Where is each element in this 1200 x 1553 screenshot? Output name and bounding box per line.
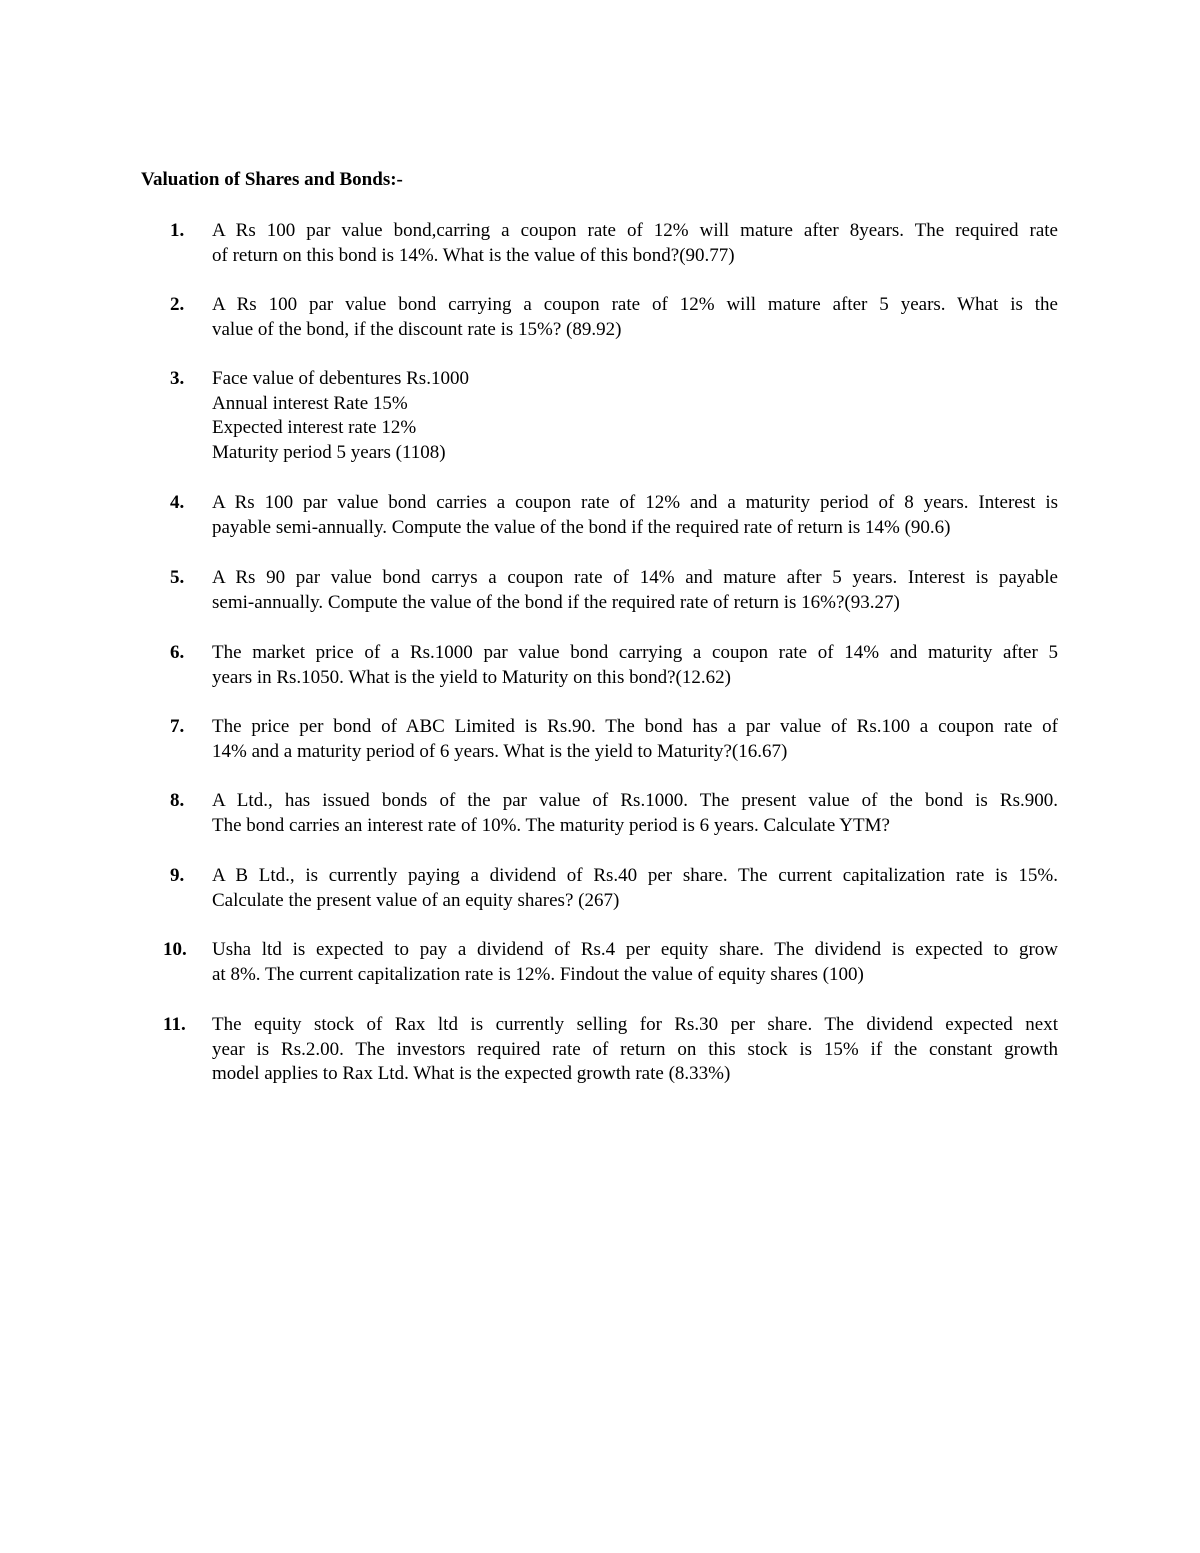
question-text (212, 293, 1058, 342)
question-number: 11. (163, 1014, 186, 1035)
question-line: Face value of debentures Rs.1000 (212, 368, 469, 389)
question-text (212, 715, 1058, 764)
question-text (212, 1013, 1058, 1087)
question-text (212, 491, 1058, 540)
question-text (212, 938, 1058, 987)
question-line: A Rs 90 par value bond carrys a coupon rate of 14% and mature after 5 years. Interest is payable (212, 567, 1058, 588)
question-number: 9. (170, 865, 185, 886)
question-line: Annual interest Rate 15% (212, 392, 408, 414)
question-line: at 8%. The current capitalization rate is 12%. Findout the value of equity shares (100) (212, 963, 864, 985)
question-line: A Rs 100 par value bond,carring a coupon rate of 12% will mature after 8years. The required rate (212, 220, 1058, 241)
question-line: A Rs 100 par value bond carries a coupon rate of 12% and a maturity period of 8 years. Interest is (212, 492, 1058, 513)
question-line: Calculate the present value of an equity shares? (267) (212, 889, 620, 911)
question-line: of return on this bond is 14%. What is the value of this bond?(90.77) (212, 244, 735, 266)
question-line: payable semi-annually. Compute the value of the bond if the required rate of return is 14% (90.6) (212, 516, 951, 538)
question-line: 14% and a maturity period of 6 years. What is the yield to Maturity?(16.67) (212, 740, 788, 762)
question-number: 6. (170, 642, 185, 663)
question-line: A B Ltd., is currently paying a dividend of Rs.40 per share. The current capitalization rate is 15%. (212, 865, 1058, 886)
question-line: semi-annually. Compute the value of the bond if the required rate of return is 16%?(93.27) (212, 591, 900, 613)
question-number: 1. (170, 220, 185, 241)
page-title: Valuation of Shares and Bonds:- (141, 169, 403, 190)
question-line: year is Rs.2.00. The investors required rate of return on this stock is 15% if the constant growth (212, 1038, 1058, 1060)
question-line: The equity stock of Rax ltd is currently selling for Rs.30 per share. The dividend expected next (212, 1014, 1058, 1035)
question-line: value of the bond, if the discount rate is 15%? (89.92) (212, 318, 622, 340)
question-line: The bond carries an interest rate of 10%. The maturity period is 6 years. Calculate YTM? (212, 814, 890, 836)
question-number: 3. (170, 368, 185, 389)
question-text (212, 367, 1058, 465)
question-number: 5. (170, 567, 185, 588)
question-line: model applies to Rax Ltd. What is the expected growth rate (8.33%) (212, 1063, 731, 1085)
question-text (212, 641, 1058, 690)
question-line: years in Rs.1050. What is the yield to Maturity on this bond?(12.62) (212, 666, 731, 688)
question-line: A Ltd., has issued bonds of the par value of Rs.1000. The present value of the bond is Rs.900. (212, 790, 1058, 811)
question-text (212, 789, 1058, 838)
question-line: Usha ltd is expected to pay a dividend of Rs.4 per equity share. The dividend is expected to grow (212, 939, 1058, 960)
question-text (212, 864, 1058, 913)
question-number: 4. (170, 492, 185, 513)
question-text (212, 219, 1058, 268)
question-line: A Rs 100 par value bond carrying a coupon rate of 12% will mature after 5 years. What is the (212, 294, 1058, 315)
question-number: 8. (170, 790, 185, 811)
question-line: Maturity period 5 years (1108) (212, 441, 446, 463)
question-text (212, 566, 1058, 615)
question-line: The price per bond of ABC Limited is Rs.90. The bond has a par value of Rs.100 a coupon rate of (212, 716, 1058, 737)
question-number: 10. (163, 939, 187, 960)
question-line: Expected interest rate 12% (212, 417, 417, 439)
question-number: 2. (170, 294, 185, 315)
question-number: 7. (170, 716, 185, 737)
question-line: The market price of a Rs.1000 par value bond carrying a coupon rate of 14% and maturity after 5 (212, 642, 1058, 663)
